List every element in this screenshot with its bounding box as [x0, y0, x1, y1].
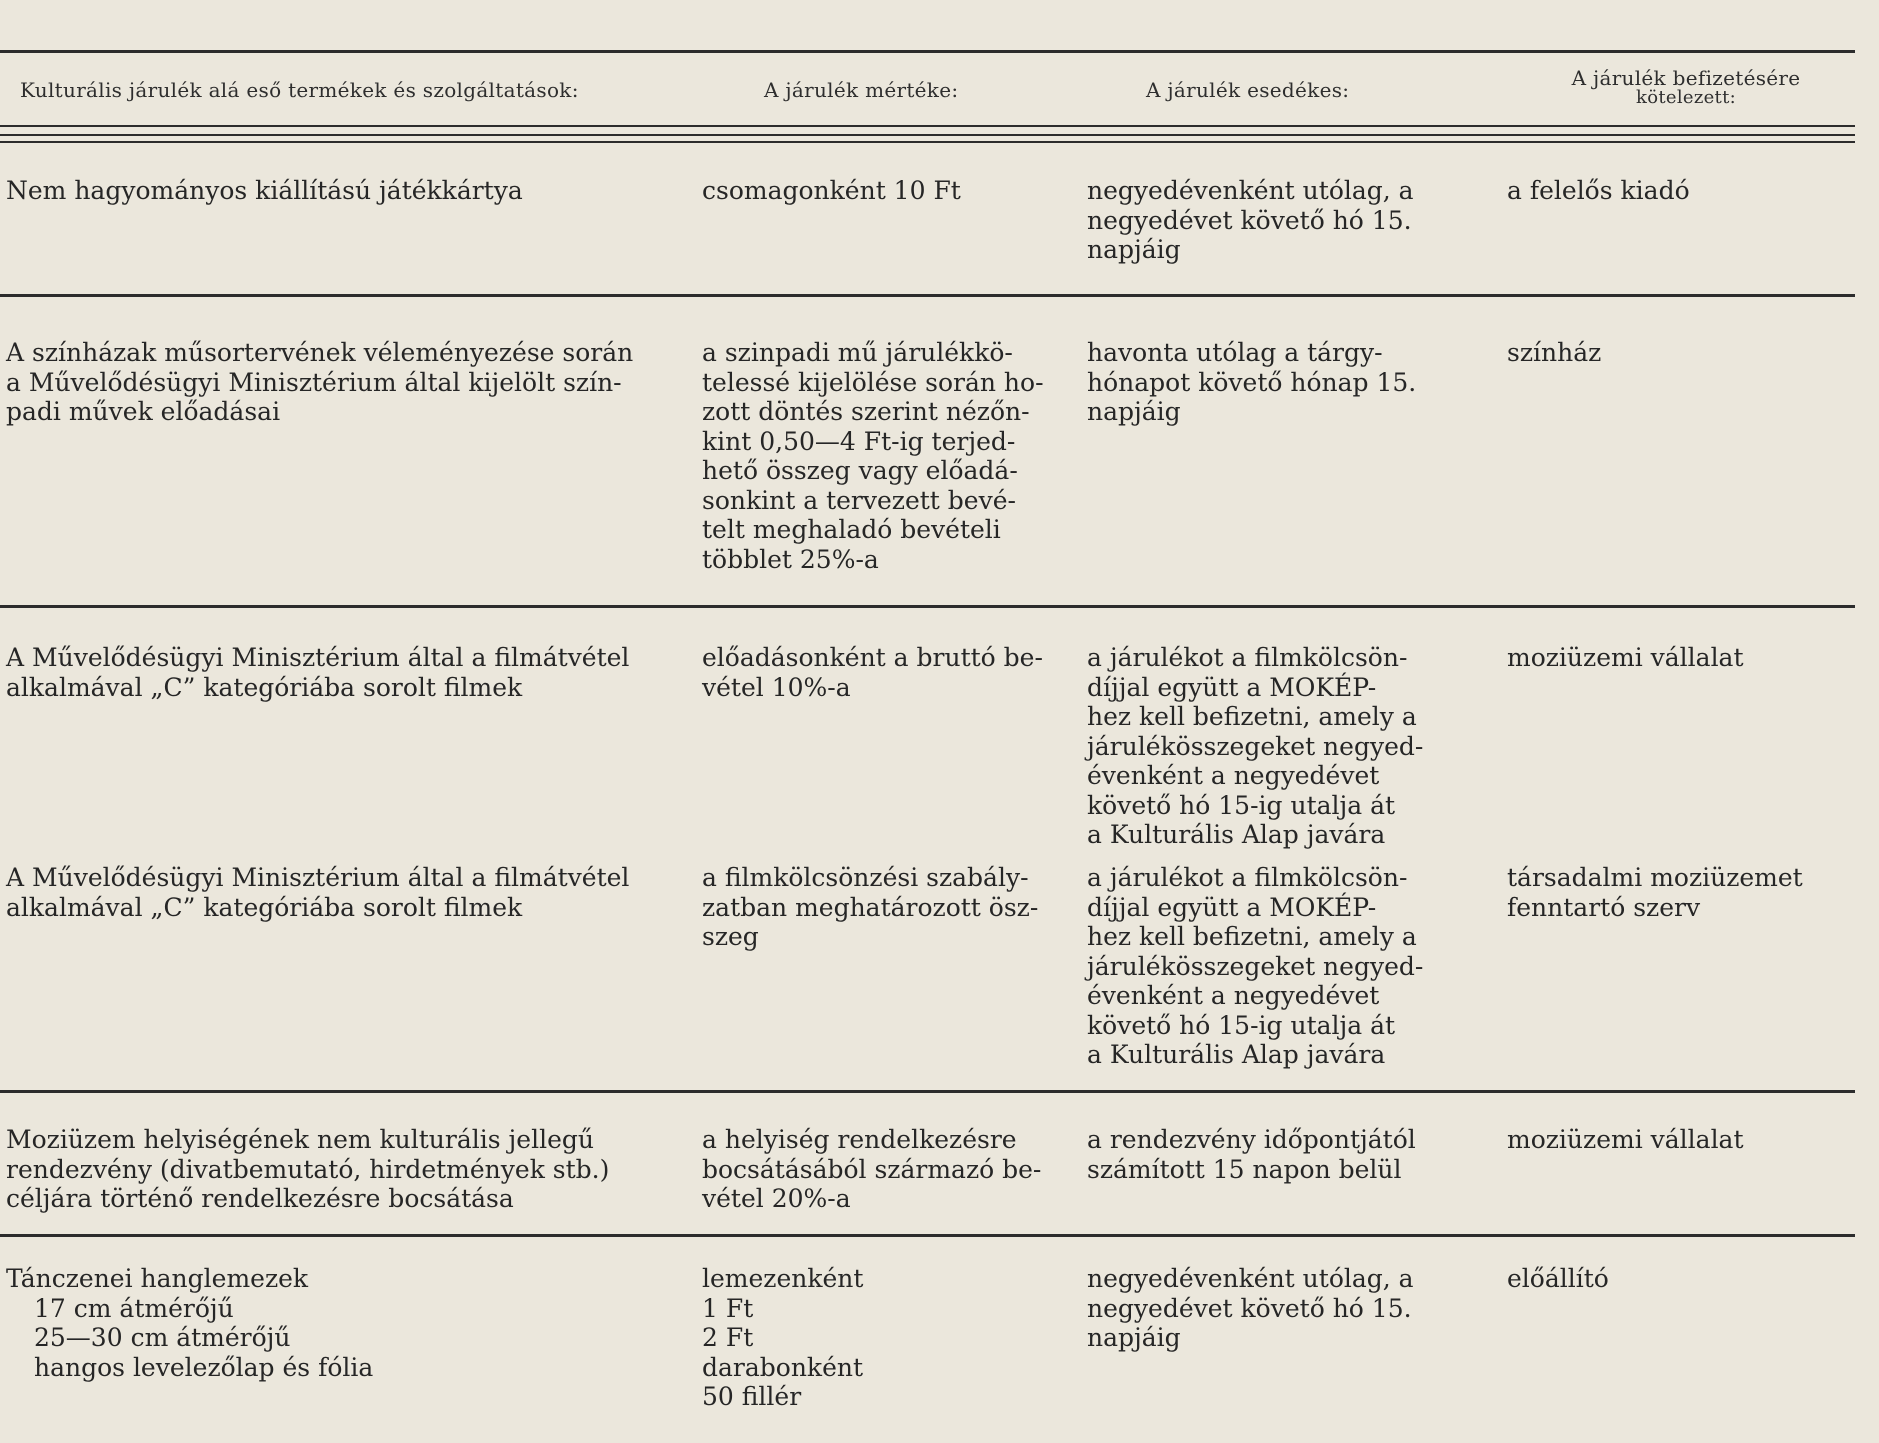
text-line: követő hó 15-ig utalja át [1087, 1010, 1396, 1040]
text-line: vétel 10%-a [702, 672, 851, 702]
text-line: díjjal együtt a MOKÉP- [1087, 672, 1377, 702]
text-line: csomagonként 10 Ft [702, 176, 961, 205]
text-line: 17 cm átmérőjű [34, 1293, 234, 1323]
text-line: vétel 20%-a [702, 1184, 851, 1213]
text-line: a rendezvény időpontjától [1087, 1125, 1416, 1154]
text-line: sonkint a tervezett bevé- [702, 485, 1016, 515]
text-line: a helyiség rendelkezésre [702, 1125, 1017, 1154]
text-line: járulékösszegeket negyed- [1087, 951, 1424, 981]
row-3-due [1087, 643, 1437, 850]
row-2-rate [702, 338, 1050, 574]
text-line: havonta utólag a tárgy- [1087, 338, 1383, 367]
row-1-rate [702, 176, 1050, 206]
text-line: a Kulturális Alap javára [1087, 820, 1386, 849]
text-line: előállító [1507, 1264, 1609, 1293]
text-line: a Művelődésügyi Minisztérium által kijelölt szín- [6, 367, 622, 397]
text-line: negyedévenként utólag, a [1087, 1264, 1414, 1293]
text-line: hető összeg vagy előadá- [702, 456, 1018, 485]
header-col4-line1: A járulék befizetésére [1571, 66, 1801, 90]
row-6-due [1087, 1264, 1437, 1353]
text-line: 25—30 cm átmérőjű [34, 1323, 291, 1352]
text-line: szeg [702, 922, 759, 951]
row-1-due [1087, 176, 1437, 265]
text-line: zatban meghatározott ösz- [702, 892, 1039, 922]
row-3-product [6, 643, 666, 702]
text-line: A Művelődésügyi Minisztérium által a filmátvétel [6, 643, 630, 672]
text-line: zott döntés szerint nézőn- [702, 397, 1030, 426]
top-rule [0, 50, 1855, 53]
header-col4 [1546, 68, 1826, 108]
text-line: a Kulturális Alap javára [1087, 1040, 1386, 1069]
text-line: hangos levelezőlap és fólia [34, 1352, 374, 1382]
header-rule-3 [0, 141, 1855, 143]
text-line: a szinpadi mű járulékkö- [702, 338, 1013, 367]
header-rule-1 [0, 125, 1855, 127]
text-line: számított 15 napon belül [1087, 1154, 1402, 1184]
header-col4-line2: kötelezett: [1635, 87, 1736, 108]
row-5-payer [1507, 1125, 1847, 1155]
row-4-payer [1507, 863, 1847, 922]
text-line: 2 Ft [702, 1323, 754, 1352]
row-5-rate [702, 1125, 1050, 1214]
text-line: Tánczenei hanglemezek [6, 1264, 309, 1293]
text-line: bocsátásából származó be- [702, 1154, 1042, 1184]
row-1-product [6, 176, 666, 206]
header-rule-2 [0, 134, 1855, 136]
text-line: járulékösszegeket negyed- [1087, 731, 1424, 761]
text-line: előadásonként a bruttó be- [702, 643, 1043, 672]
text-line: A színházak műsortervének véleményezése során [6, 338, 634, 367]
text-line: telt meghaladó bevételi [702, 515, 1001, 544]
text-line: fenntartó szerv [1507, 892, 1701, 922]
text-line: moziüzemi vállalat [1507, 643, 1744, 672]
row-separator-4 [0, 1234, 1855, 1237]
text-line: napjáig [1087, 1323, 1181, 1352]
row-5-due [1087, 1125, 1437, 1184]
text-line: hez kell befizetni, amely a [1087, 702, 1417, 731]
row-6-product [6, 1264, 666, 1382]
row-3-rate [702, 643, 1050, 702]
row-6-rate [702, 1264, 1050, 1412]
text-line: többlet 25%-a [702, 544, 879, 574]
text-line: rendezvény (divatbemutató, hirdetmények stb.) [6, 1154, 610, 1184]
text-line: hez kell befizetni, amely a [1087, 922, 1417, 951]
text-line: a filmkölcsönzési szabály- [702, 863, 1029, 892]
text-line: telessé kijelölése során ho- [702, 367, 1044, 397]
text-line: a járulékot a filmkölcsön- [1087, 643, 1408, 672]
row-3-payer [1507, 643, 1847, 673]
text-line: darabonként [702, 1352, 864, 1382]
row-4-rate [702, 863, 1050, 952]
text-line: díjjal együtt a MOKÉP- [1087, 892, 1377, 922]
header-col2: A járulék mértéke: [764, 78, 959, 102]
text-line: Nem hagyományos kiállítású játékkártya [6, 176, 523, 205]
text-line: moziüzemi vállalat [1507, 1125, 1744, 1154]
text-line: napjáig [1087, 235, 1181, 264]
row-6-payer [1507, 1264, 1847, 1294]
text-line: társadalmi moziüzemet [1507, 863, 1803, 892]
text-line: évenként a negyedévet [1087, 981, 1380, 1010]
text-line: céljára történő rendelkezésre bocsátása [6, 1184, 514, 1213]
text-line: alkalmával „C” kategóriába sorolt filmek [6, 672, 523, 702]
text-line: követő hó 15-ig utalja át [1087, 790, 1396, 820]
text-line: a járulékot a filmkölcsön- [1087, 863, 1408, 892]
text-line: kint 0,50—4 Ft-ig terjed- [702, 426, 1016, 456]
row-2-payer [1507, 338, 1847, 368]
text-line: 50 fillér [702, 1382, 802, 1411]
text-line: színház [1507, 338, 1602, 367]
header-col3: A járulék esedékes: [1146, 78, 1350, 102]
text-line: lemezenként [702, 1264, 864, 1293]
text-line: negyedévet követő hó 15. [1087, 1293, 1412, 1323]
text-line: A Művelődésügyi Minisztérium által a filmátvétel [6, 863, 630, 892]
text-line: padi művek előadásai [6, 397, 281, 426]
row-2-product [6, 338, 666, 427]
row-2-due [1087, 338, 1437, 427]
row-separator-3 [0, 1090, 1855, 1093]
row-separator-1 [0, 294, 1855, 297]
text-line: a felelős kiadó [1507, 176, 1690, 205]
row-1-payer [1507, 176, 1847, 206]
row-4-product [6, 863, 666, 922]
row-4-due [1087, 863, 1437, 1070]
row-separator-2 [0, 605, 1855, 608]
row-5-product [6, 1125, 666, 1214]
text-line: alkalmával „C” kategóriába sorolt filmek [6, 892, 523, 922]
text-line: évenként a negyedévet [1087, 761, 1380, 790]
text-line: negyedévenként utólag, a [1087, 176, 1414, 205]
text-line: 1 Ft [702, 1293, 754, 1323]
header-col1: Kulturális járulék alá eső termékek és szolgáltatások: [20, 78, 579, 102]
text-line: napjáig [1087, 397, 1181, 426]
text-line: hónapot követő hónap 15. [1087, 367, 1417, 397]
text-line: negyedévet követő hó 15. [1087, 205, 1412, 235]
text-line: Moziüzem helyiségének nem kulturális jellegű [6, 1125, 594, 1154]
